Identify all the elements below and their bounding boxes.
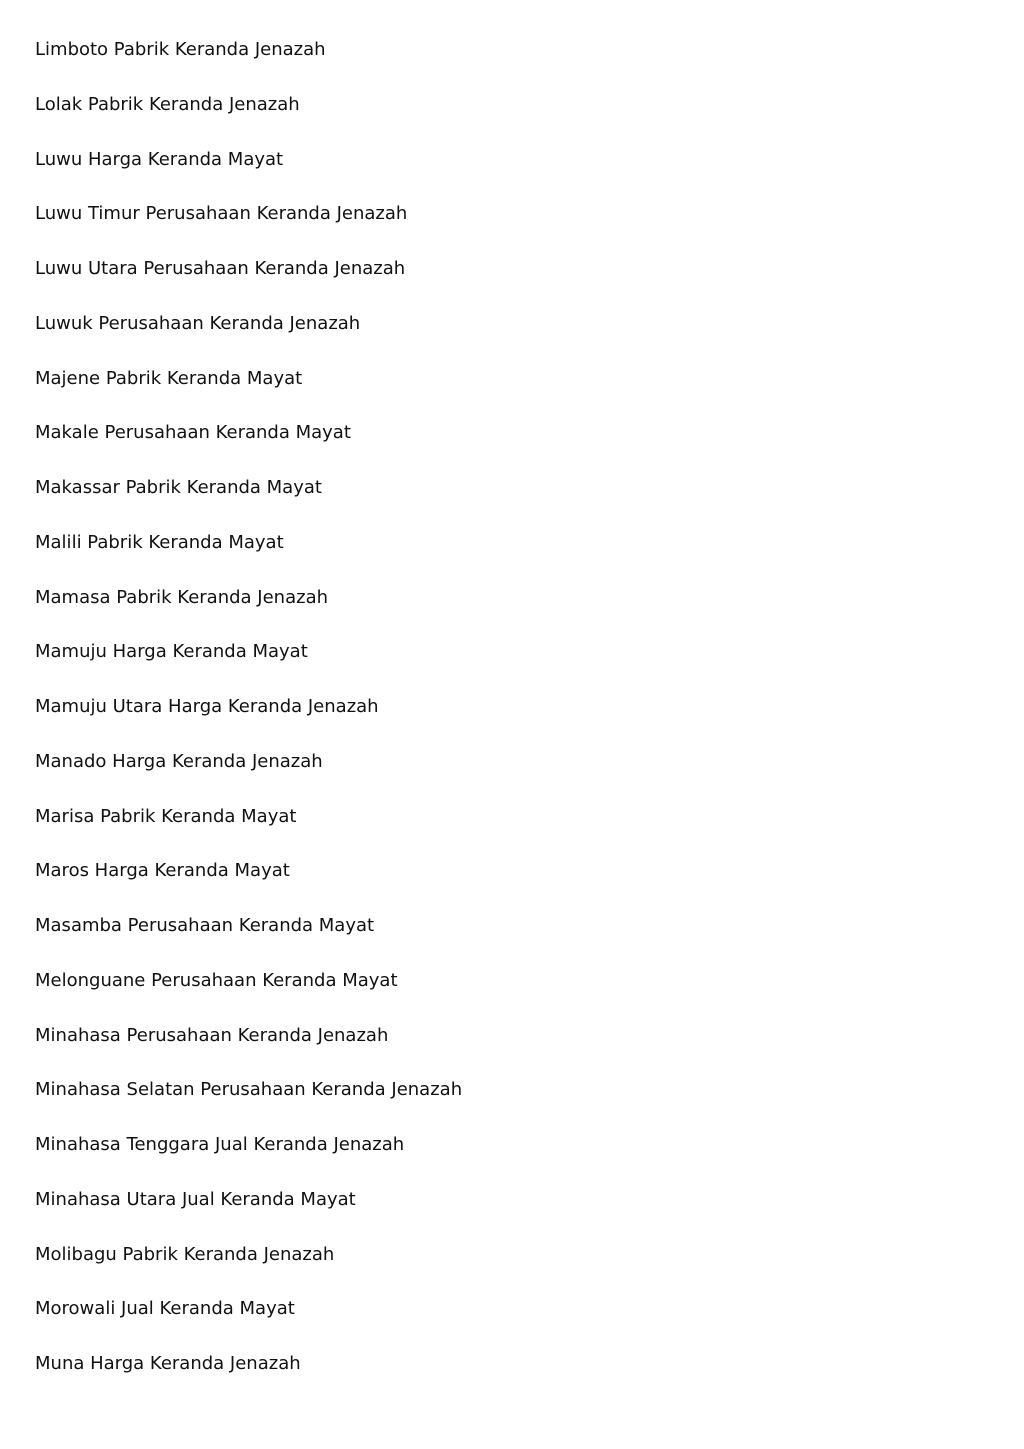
list-item: Minahasa Tenggara Jual Keranda Jenazah [35, 1134, 405, 1155]
list-item: Mamuju Harga Keranda Mayat [35, 641, 308, 663]
list-item: Makale Perusahaan Keranda Mayat [35, 422, 351, 444]
list-item: Luwu Utara Perusahaan Keranda Jenazah [35, 258, 406, 279]
list-item: Majene Pabrik Keranda Mayat [35, 367, 303, 389]
list-item: Makassar Pabrik Keranda Mayat [35, 477, 322, 498]
list-item: Molibagu Pabrik Keranda Jenazah [35, 1243, 335, 1265]
list-item: Melonguane Perusahaan Keranda Mayat [35, 969, 398, 991]
list-item: Luwu Harga Keranda Mayat [35, 148, 284, 170]
list-item: Masamba Perusahaan Keranda Mayat [35, 915, 375, 936]
list-item: Mamasa Pabrik Keranda Jenazah [35, 586, 329, 608]
list-item: Morowali Jual Keranda Mayat [35, 1298, 295, 1320]
list-item: Malili Pabrik Keranda Mayat [35, 531, 284, 553]
list-item: Marisa Pabrik Keranda Mayat [35, 805, 297, 827]
list-item: Luwu Timur Perusahaan Keranda Jenazah [35, 203, 408, 225]
list-item: Minahasa Selatan Perusahaan Keranda Jenazah [35, 1079, 463, 1101]
location-list [35, 36, 462, 1405]
list-item: Luwuk Perusahaan Keranda Jenazah [35, 312, 361, 334]
list-item: Mamuju Utara Harga Keranda Jenazah [35, 696, 379, 717]
list-item: Lolak Pabrik Keranda Jenazah [35, 93, 300, 115]
list-item: Limboto Pabrik Keranda Jenazah [35, 39, 326, 60]
list-item: Muna Harga Keranda Jenazah [35, 1353, 301, 1374]
list-item: Minahasa Perusahaan Keranda Jenazah [35, 1024, 389, 1046]
list-item: Manado Harga Keranda Jenazah [35, 750, 323, 772]
list-item: Maros Harga Keranda Mayat [35, 860, 290, 882]
list-item: Minahasa Utara Jual Keranda Mayat [35, 1188, 356, 1210]
